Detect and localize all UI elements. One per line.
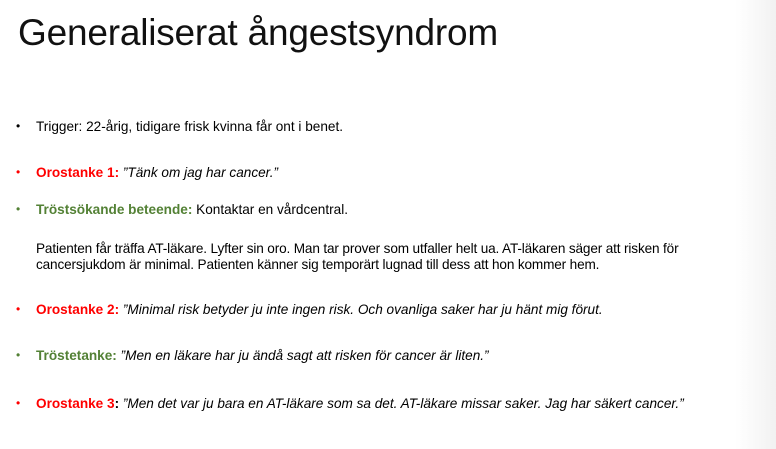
worry-label-2: Orostanke 2: bbox=[36, 302, 120, 317]
narrative-paragraph bbox=[36, 241, 766, 273]
worry-label-1: Orostanke 1: bbox=[36, 165, 120, 180]
reassurance-behavior-label: Tröstsökande beteende: bbox=[36, 202, 193, 217]
slide-title: Generaliserat ångestsyndrom bbox=[18, 12, 498, 53]
bullet-icon: • bbox=[16, 165, 21, 179]
bullet-icon: • bbox=[16, 396, 21, 410]
paragraph-line-2: cancersjukdom är minimal. Patienten känner sig temporärt lugnad till dess att hon kommer hem. bbox=[36, 257, 600, 272]
bullet-worry-thought-3 bbox=[16, 395, 684, 412]
bullet-reassurance-behavior bbox=[16, 201, 348, 218]
bullet-icon: • bbox=[16, 202, 21, 216]
bullet-trigger bbox=[16, 118, 343, 135]
worry-quote-3: ”Men det var ju bara en AT-läkare som sa det. AT-läkare missar saker. Jag har säkert cancer.” bbox=[119, 396, 684, 411]
worry-label-3-colon: : bbox=[114, 396, 120, 411]
bullet-icon: • bbox=[16, 348, 21, 362]
bullet-worry-thought-1 bbox=[16, 164, 278, 181]
reassurance-behavior-text: Kontaktar en vårdcentral. bbox=[192, 202, 349, 217]
bullet-worry-thought-2 bbox=[16, 301, 603, 318]
worry-quote-1: ”Tänk om jag har cancer.” bbox=[119, 165, 279, 180]
comfort-thought-quote: ”Men en läkare har ju ändå sagt att risken för cancer är liten.” bbox=[116, 348, 489, 363]
worry-quote-2: ”Minimal risk betyder ju inte ingen risk. Och ovanliga saker har ju hänt mig förut. bbox=[119, 302, 603, 317]
trigger-text: Trigger: 22-årig, tidigare frisk kvinna får ont i benet. bbox=[36, 119, 344, 134]
worry-label-3: Orostanke 3 bbox=[36, 396, 115, 411]
paragraph-line-1: Patienten får träffa AT-läkare. Lyfter sin oro. Man tar prover som utfaller helt ua. AT-läkaren säger att risken för bbox=[36, 241, 679, 256]
comfort-thought-label: Tröstetanke: bbox=[36, 348, 117, 363]
bullet-icon: • bbox=[16, 119, 21, 133]
bullet-icon: • bbox=[16, 302, 21, 316]
bullet-comfort-thought bbox=[16, 347, 489, 364]
